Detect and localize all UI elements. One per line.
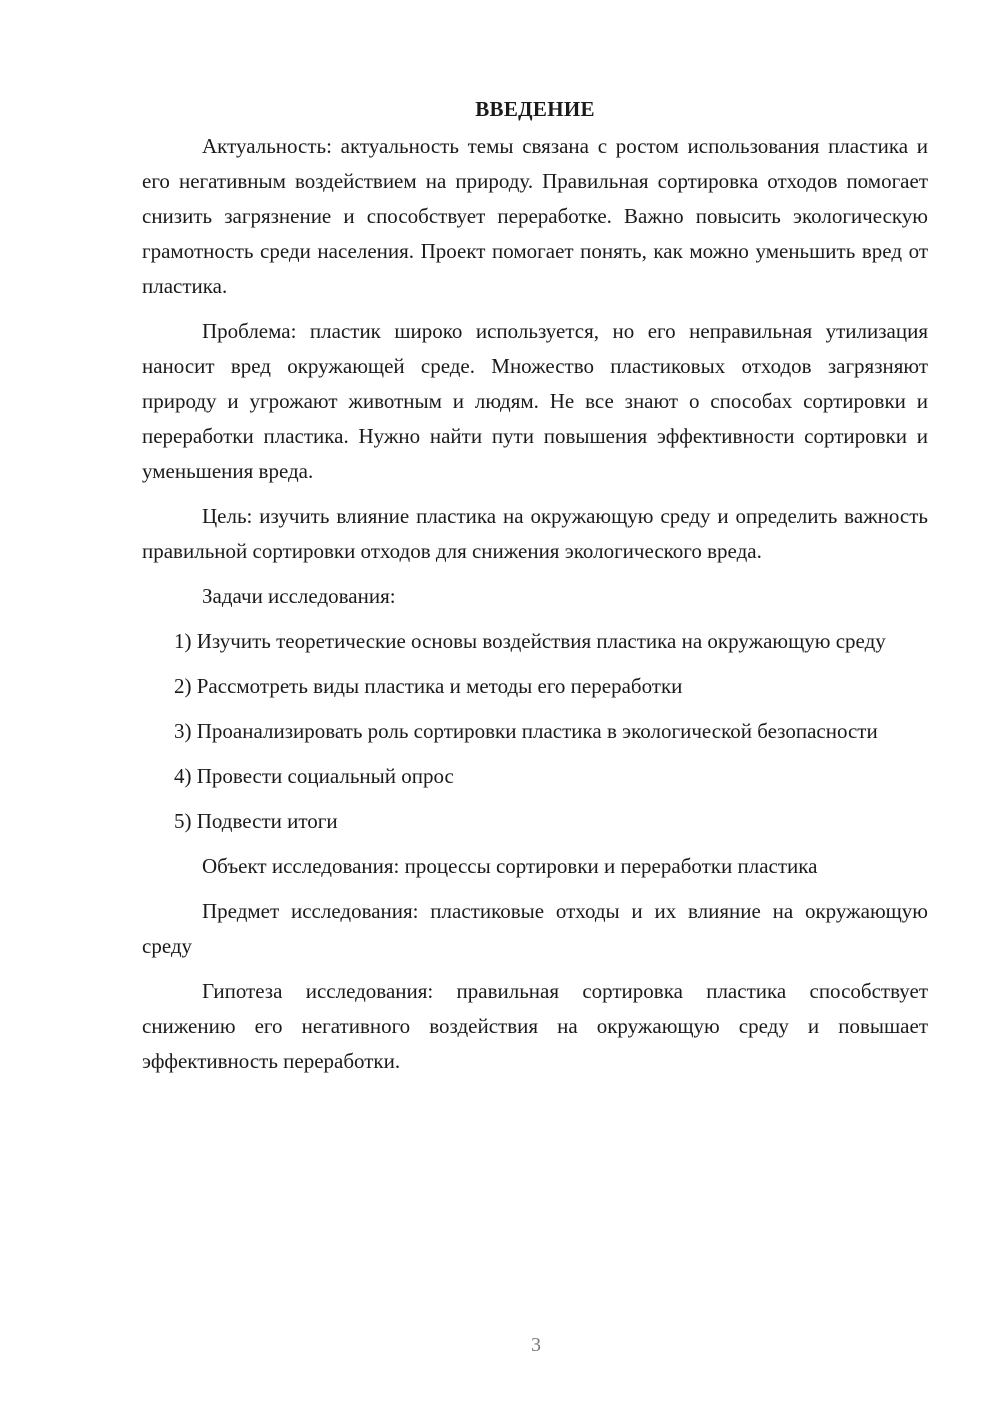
page-title: ВВЕДЕНИЕ — [475, 97, 595, 121]
relevance-paragraph: Актуальность: актуальность темы связана с ростом использования пластика и его негативным воздействием на природу. Правильная сортировка отходов помогает снизить загрязнение и способствует переработке. Важно повысить экологическую грамотность среди населения. Проект помогает понять, как можно уменьшить вред от пластика. — [142, 134, 928, 298]
subject-paragraph: Предмет исследования: пластиковые отходы и их влияние на окружающую среду — [142, 899, 928, 958]
task-item: 4) Провести социальный опрос — [174, 764, 454, 788]
goal-paragraph: Цель: изучить влияние пластика на окружающую среду и определить важность правильной сортировки отходов для снижения экологического вреда. — [142, 504, 928, 563]
task-item: 5) Подвести итоги — [174, 809, 338, 833]
hypothesis-paragraph: Гипотеза исследования: правильная сортировка пластика способствует снижению его негативного воздействия на окружающую среду и повышает эффективность переработки. — [142, 979, 928, 1073]
task-item: 3) Проанализировать роль сортировки пластика в экологической безопасности — [174, 719, 878, 743]
object-paragraph: Объект исследования: процессы сортировки и переработки пластика — [202, 854, 818, 878]
document-page — [142, 92, 928, 1089]
task-item: 2) Рассмотреть виды пластика и методы его переработки — [174, 674, 683, 698]
page-number: 3 — [531, 1334, 541, 1356]
problem-paragraph: Проблема: пластик широко используется, но его неправильная утилизация наносит вред окружающей среде. Множество пластиковых отходов загрязняют природу и угрожают животным и людям. Не все знают о способах сортировки и переработки пластика. Нужно найти пути повышения эффективности сортировки и уменьшения вреда. — [142, 319, 928, 483]
tasks-heading: Задачи исследования: — [202, 584, 396, 608]
task-item: 1) Изучить теоретические основы воздействия пластика на окружающую среду — [174, 629, 886, 653]
